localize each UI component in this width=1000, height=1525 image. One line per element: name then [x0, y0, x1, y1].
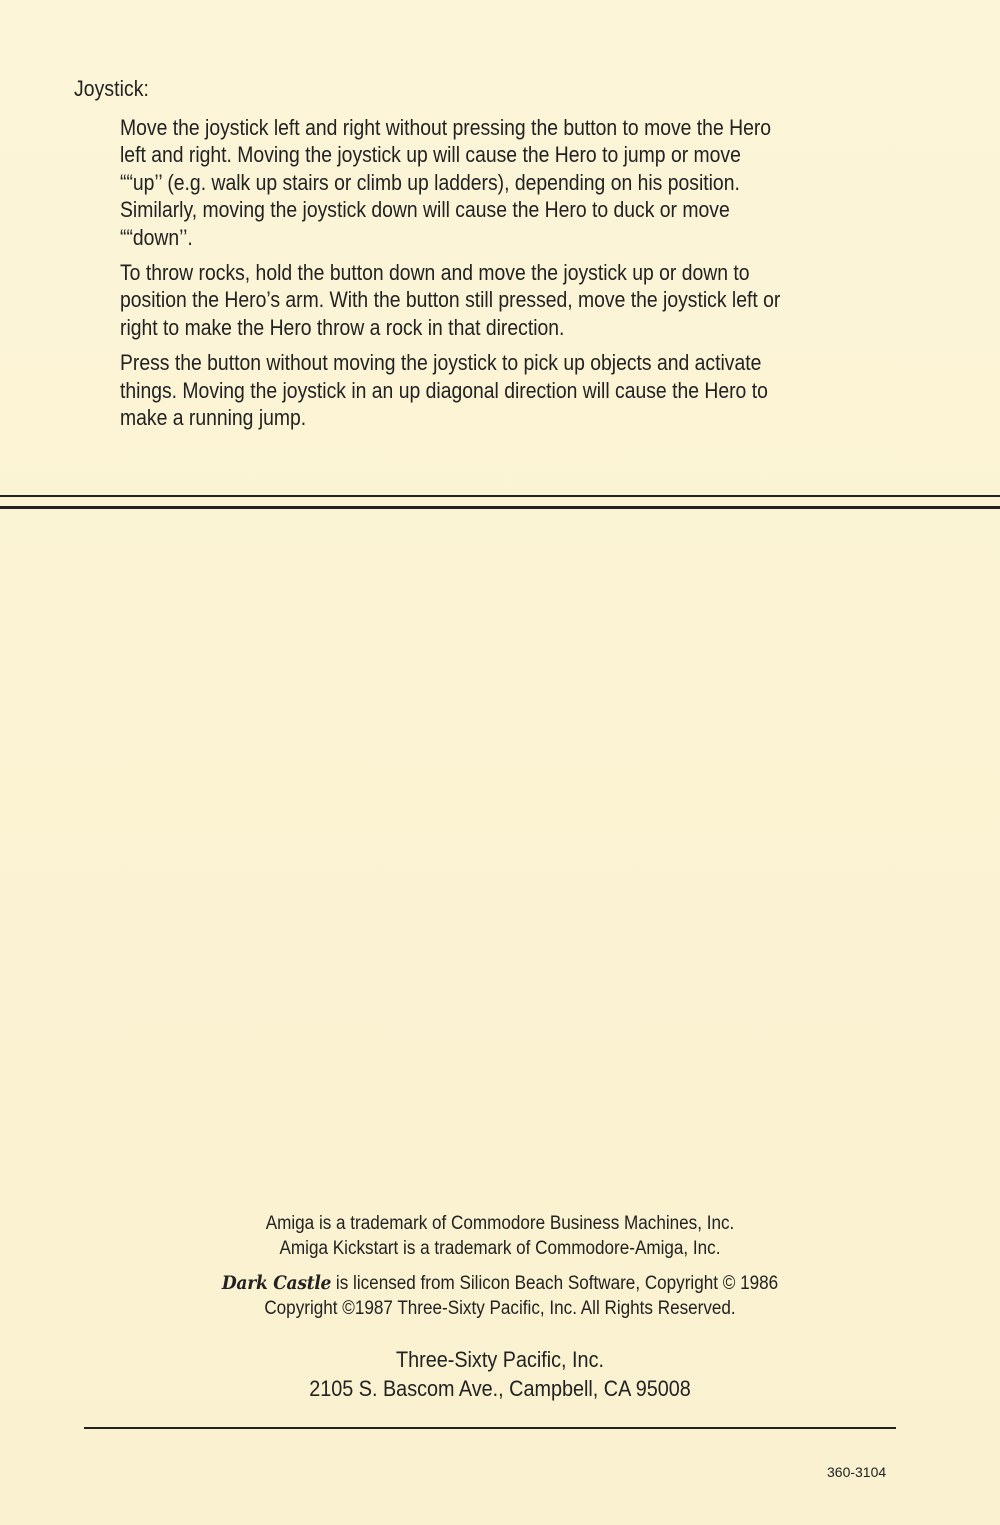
trademark-kickstart: Amiga Kickstart is a trademark of Commodore-Amiga, Inc. — [279, 1238, 721, 1259]
company-address: 2105 S. Bascom Ave., Campbell, CA 95008 — [309, 1376, 691, 1401]
copyright-notices — [0, 1271, 1000, 1321]
section-heading: Joystick: — [74, 76, 150, 101]
company-block — [0, 1345, 1000, 1403]
license-line — [50, 1271, 950, 1296]
copyright-line: Copyright ©1987 Three-Sixty Pacific, Inc. All Rights Reserved. — [264, 1298, 736, 1319]
actions-paragraph: Press the button without moving the joystick to pick up objects and activate things. Moving the joystick in an up diagonal direction will cause the Hero to make a running jump. — [120, 350, 768, 431]
throwing-paragraph: To throw rocks, hold the button down and move the joystick up or down to position the Hero’s arm. With the button still pressed, move the joystick left or right to make the Hero throw a rock in that direction. — [120, 260, 781, 340]
trademark-notices — [0, 1211, 1000, 1261]
divider-line-top — [0, 495, 1000, 497]
company-name: Three-Sixty Pacific, Inc. — [396, 1347, 604, 1372]
trademark-amiga: Amiga is a trademark of Commodore Business Machines, Inc. — [265, 1213, 735, 1234]
game-title-logo: Dark Castle — [221, 1272, 332, 1294]
instructions-body — [120, 114, 912, 439]
part-number: 360-3104 — [827, 1464, 887, 1480]
license-text: is licensed from Silicon Beach Software, Copyright © 1986 — [331, 1273, 779, 1294]
divider-line-bottom — [0, 506, 1000, 509]
movement-paragraph: Move the joystick left and right without pressing the button to move the Hero left and right. Moving the joystick up will cause the Hero to jump or move ““up’’ (e.g. walk up stairs or climb up ladders), depending on his position. Similarly, moving the joystick down will cause the Hero to duck or move ““down’’. — [120, 115, 772, 250]
footer-rule — [84, 1427, 896, 1429]
